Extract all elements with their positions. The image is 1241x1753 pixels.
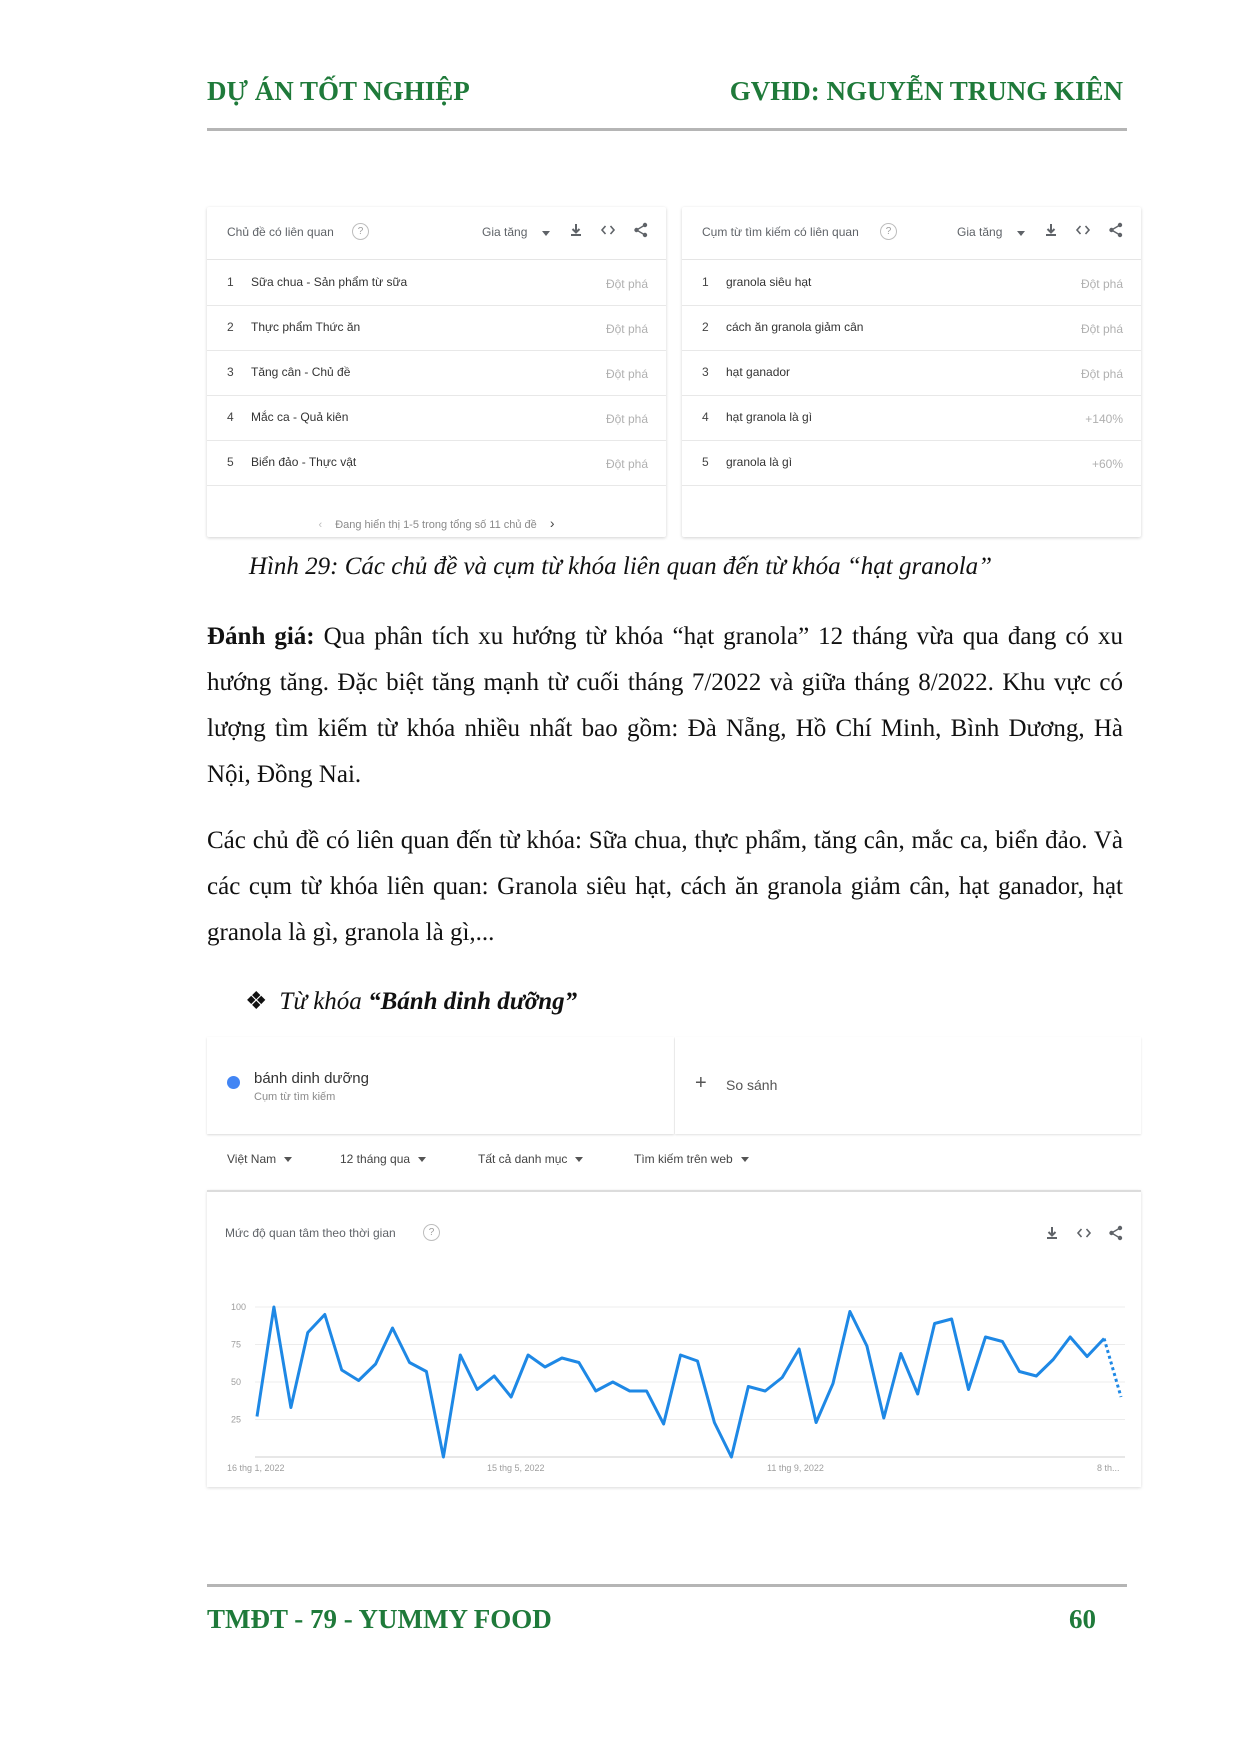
sort-dropdown[interactable]: Gia tăng (482, 225, 528, 239)
footer-left: TMĐT - 79 - YUMMY FOOD (207, 1604, 552, 1634)
help-icon[interactable]: ? (352, 223, 369, 240)
interest-line-chart (207, 1192, 1141, 1487)
embed-icon[interactable] (599, 221, 617, 239)
y-tick-label: 100 (231, 1302, 247, 1312)
pagination-label: Đang hiển thị 1-5 trong tổng số 11 chủ đề (335, 519, 537, 531)
row-value: +140% (1085, 412, 1123, 426)
header-right: GVHD: NGUYỄN TRUNG KIÊN (729, 76, 1123, 106)
region-filter[interactable] (227, 1152, 292, 1166)
y-tick-label: 75 (231, 1339, 242, 1350)
related-queries-card (682, 207, 1141, 537)
list-item[interactable] (682, 305, 1141, 351)
row-value: +60% (1091, 457, 1123, 471)
footer-divider (207, 1584, 1127, 1587)
evaluation-text: Qua phân tích xu hướng từ khóa “hạt granola” 12 tháng vừa qua đang có xu hướng tăng. Đặc biệt tăng mạnh từ cuối tháng 7/2022 và giữa tháng 8/2022. Khu vực có lượng tìm kiếm từ khóa nhiều nhất bao gồm: Đà Nẵng, Hồ Chí Minh, Bình Dương, Hà Nội, Đồng Nai. (207, 623, 1123, 788)
row-value: Đột phá (1080, 277, 1123, 291)
interest-over-time-card (207, 1190, 1141, 1487)
keyword-prefix: Từ khóa (279, 988, 369, 1015)
list-item[interactable] (682, 440, 1141, 486)
row-label: Tăng cân - Chủ đề (251, 365, 351, 379)
related-summary-paragraph: Các chủ đề có liên quan đến từ khóa: Sữa chua, thực phẩm, tăng cân, mắc ca, biển đảo. Và các cụm từ khóa liên quan: Granola siêu hạt, cách ăn granola giảm cân, hạt ganador, hạt granola là gì, granola là gì,... (207, 827, 1123, 946)
filter-label: Việt Nam (227, 1152, 277, 1166)
list-item[interactable] (207, 350, 666, 396)
chevron-down-icon (575, 1157, 583, 1162)
related-topics-card (207, 207, 666, 537)
share-icon[interactable] (632, 221, 650, 239)
card-title: Cụm từ tìm kiếm có liên quan (702, 225, 859, 239)
download-icon[interactable] (1042, 221, 1060, 239)
row-number: 2 (702, 320, 709, 334)
filter-label: Tìm kiếm trên web (634, 1152, 733, 1166)
embed-icon[interactable] (1074, 221, 1092, 239)
list-item[interactable] (682, 350, 1141, 396)
row-value: Đột phá (1080, 367, 1123, 381)
row-number: 4 (702, 410, 709, 424)
x-tick-label: 8 th... (1097, 1463, 1120, 1473)
list-item[interactable] (207, 395, 666, 441)
list-item[interactable] (682, 260, 1141, 306)
search-term-box[interactable] (207, 1037, 674, 1134)
list-item[interactable] (682, 395, 1141, 441)
keyword-heading (245, 986, 577, 1016)
row-value: Đột phá (605, 367, 648, 381)
search-term-type: Cụm từ tìm kiếm (254, 1091, 336, 1103)
evaluation-label: Đánh giá: (207, 623, 315, 650)
category-filter[interactable] (478, 1152, 583, 1166)
share-icon[interactable] (1107, 221, 1125, 239)
row-label: granola siêu hạt (726, 275, 812, 289)
row-value: Đột phá (605, 412, 648, 426)
row-label: granola là gì (726, 455, 793, 469)
chevron-left-icon[interactable]: ‹ (318, 519, 323, 531)
row-label: Mắc ca - Quả kiên (251, 410, 349, 424)
row-value: Đột phá (605, 277, 648, 291)
row-label: Biển đảo - Thực vật (251, 455, 357, 469)
search-term-label: bánh dinh dưỡng (254, 1070, 369, 1087)
time-filter[interactable] (340, 1152, 426, 1166)
row-value: Đột phá (605, 457, 648, 471)
chevron-right-icon[interactable]: › (549, 515, 555, 531)
row-label: hạt granola là gì (726, 410, 813, 424)
x-tick-label: 11 thg 9, 2022 (767, 1463, 824, 1473)
diamond-bullet-icon: ❖ (245, 988, 268, 1015)
row-label: Thực phẩm Thức ăn (251, 320, 361, 334)
row-value: Đột phá (1080, 322, 1123, 336)
chevron-down-icon (741, 1157, 749, 1162)
chevron-down-icon (284, 1157, 292, 1162)
chevron-down-icon[interactable] (1017, 231, 1025, 236)
compare-label: So sánh (726, 1077, 778, 1093)
page-number: 60 (1069, 1604, 1096, 1634)
series-dot-icon (227, 1076, 240, 1089)
header-divider (207, 128, 1127, 131)
figure-caption: Hình 29: Các chủ đề và cụm từ khóa liên quan đến từ khóa “hạt granola” (248, 553, 993, 580)
row-number: 3 (227, 365, 234, 379)
filter-label: 12 tháng qua (340, 1152, 411, 1166)
row-value: Đột phá (605, 322, 648, 336)
chevron-down-icon (418, 1157, 426, 1162)
keyword-term: “Bánh dinh dưỡng” (368, 988, 578, 1015)
list-item[interactable] (207, 260, 666, 306)
y-tick-label: 50 (231, 1377, 242, 1387)
chevron-down-icon[interactable] (542, 231, 550, 236)
pagination (207, 515, 666, 531)
download-icon[interactable] (567, 221, 585, 239)
help-icon[interactable]: ? (423, 1224, 440, 1241)
x-tick-label: 15 thg 5, 2022 (487, 1463, 545, 1473)
row-number: 5 (227, 455, 234, 469)
row-number: 1 (702, 275, 709, 289)
x-tick-label: 16 thg 1, 2022 (227, 1463, 285, 1473)
row-number: 4 (227, 410, 234, 424)
row-label: Sữa chua - Sản phẩm từ sữa (251, 275, 408, 289)
row-label: hạt ganador (726, 365, 791, 379)
row-number: 2 (227, 320, 234, 334)
filter-label: Tất cả danh mục (478, 1152, 568, 1166)
card-header (682, 207, 1141, 260)
evaluation-paragraph (207, 614, 1123, 798)
y-tick-label: 25 (231, 1414, 242, 1425)
help-icon[interactable]: ? (880, 223, 897, 240)
list-item[interactable] (207, 440, 666, 486)
sort-dropdown[interactable]: Gia tăng (957, 225, 1003, 239)
card-title: Chủ đề có liên quan (227, 225, 334, 239)
list-item[interactable] (207, 305, 666, 351)
search-type-filter[interactable] (634, 1152, 749, 1166)
card-header (207, 207, 666, 260)
chart-title: Mức độ quan tâm theo thời gian (225, 1226, 396, 1240)
series-partial-line (1104, 1339, 1121, 1398)
row-number: 5 (702, 455, 709, 469)
compare-box[interactable] (675, 1037, 1141, 1134)
plus-icon[interactable]: + (695, 1072, 707, 1094)
row-label: cách ăn granola giảm cân (726, 320, 864, 334)
row-number: 3 (702, 365, 709, 379)
row-number: 1 (227, 275, 234, 289)
header-left: DỰ ÁN TỐT NGHIỆP (207, 76, 470, 106)
